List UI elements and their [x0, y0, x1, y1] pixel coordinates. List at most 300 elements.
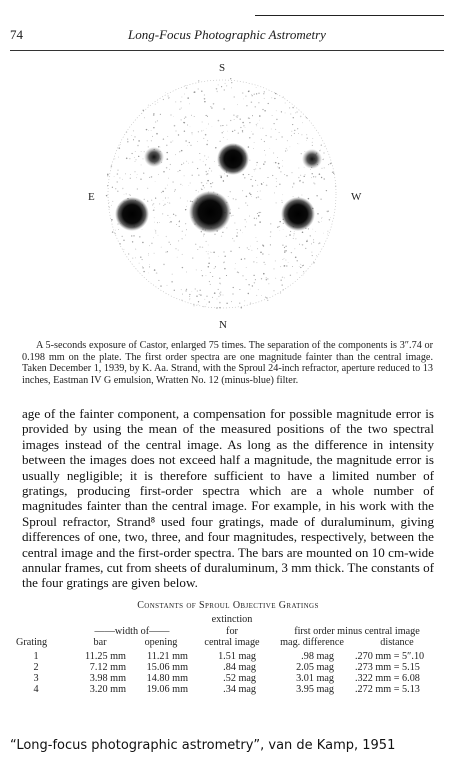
plate-grain-speck	[157, 120, 158, 121]
plate-grain-speck	[285, 112, 286, 113]
plate-grain-speck	[274, 98, 275, 99]
plate-grain-speck	[324, 146, 325, 147]
plate-grain-speck	[155, 122, 156, 123]
plate-grain-speck	[142, 267, 143, 268]
plate-grain-speck	[159, 203, 160, 204]
plate-grain-speck	[206, 174, 207, 175]
plate-grain-speck	[242, 275, 244, 277]
table-cell-mag-difference: 2.05 mag	[296, 662, 334, 673]
plate-grain-speck	[231, 82, 232, 83]
plate-grain-speck	[165, 188, 166, 189]
plate-grain-speck	[255, 279, 256, 280]
plate-grain-speck	[183, 163, 184, 164]
faint-spectral-image-right	[302, 149, 322, 169]
plate-grain-speck	[273, 123, 274, 124]
plate-grain-speck	[279, 226, 280, 227]
plate-grain-speck	[267, 300, 268, 301]
plate-grain-speck	[230, 78, 231, 79]
plate-grain-speck	[241, 259, 242, 260]
plate-grain-speck	[318, 221, 320, 223]
plate-grain-speck	[212, 252, 213, 253]
plate-grain-speck	[245, 226, 246, 227]
plate-grain-speck	[294, 231, 295, 232]
plate-grain-speck	[261, 199, 262, 200]
plate-grain-speck	[224, 174, 225, 175]
plate-grain-speck	[306, 248, 307, 249]
plate-grain-speck	[197, 290, 198, 291]
plate-grain-speck	[245, 202, 246, 203]
plate-grain-speck	[206, 183, 207, 184]
plate-grain-speck	[327, 231, 328, 232]
plate-grain-speck	[260, 128, 261, 129]
plate-grain-speck	[220, 284, 221, 285]
plate-grain-speck	[291, 252, 292, 253]
plate-grain-speck	[135, 171, 136, 172]
plate-grain-speck	[218, 296, 219, 297]
plate-grain-speck	[182, 238, 183, 239]
plate-grain-speck	[244, 258, 246, 260]
plate-grain-speck	[186, 209, 187, 210]
plate-grain-speck	[264, 141, 265, 142]
plate-grain-speck	[314, 183, 315, 184]
plate-grain-speck	[234, 241, 235, 242]
plate-grain-speck	[319, 173, 321, 175]
plate-grain-speck	[125, 174, 126, 175]
table-cell-mag-difference: .98 mag	[301, 651, 334, 662]
plate-grain-speck	[239, 303, 240, 304]
plate-grain-speck	[133, 139, 134, 140]
plate-grain-speck	[148, 105, 149, 106]
plate-grain-speck	[152, 204, 153, 205]
plate-grain-speck	[305, 174, 306, 175]
plate-grain-speck	[154, 253, 155, 254]
plate-grain-speck	[218, 84, 219, 85]
plate-grain-speck	[287, 150, 288, 151]
plate-grain-speck	[190, 183, 191, 184]
plate-grain-speck	[271, 98, 272, 99]
plate-grain-speck	[181, 108, 182, 109]
plate-grain-speck	[185, 85, 186, 86]
plate-grain-speck	[197, 141, 198, 142]
plate-grain-speck	[249, 216, 250, 217]
plate-grain-speck	[220, 177, 222, 179]
plate-grain-speck	[220, 291, 221, 292]
plate-grain-speck	[235, 199, 236, 200]
plate-grain-speck	[243, 99, 244, 100]
plate-grain-speck	[214, 268, 215, 269]
plate-grain-speck	[117, 170, 118, 171]
plate-grain-speck	[141, 151, 142, 152]
plate-grain-speck	[223, 295, 224, 296]
plate-grain-speck	[208, 253, 209, 254]
plate-grain-speck	[106, 195, 108, 197]
plate-grain-speck	[154, 269, 156, 271]
page-number: 74	[10, 27, 23, 42]
plate-grain-speck	[204, 98, 206, 100]
faint-spectral-image-left	[144, 147, 164, 167]
page-header	[10, 27, 444, 45]
table-cell-opening: 19.06 mm	[146, 684, 188, 695]
plate-grain-speck	[256, 125, 257, 126]
plate-grain-speck	[194, 91, 195, 92]
plate-grain-speck	[261, 278, 262, 279]
plate-grain-speck	[231, 301, 232, 302]
plate-grain-speck	[149, 245, 150, 246]
plate-grain-speck	[210, 252, 211, 253]
plate-grain-speck	[165, 92, 166, 93]
plate-grain-speck	[162, 213, 163, 214]
plate-grain-speck	[142, 259, 143, 260]
plate-grain-speck	[163, 138, 164, 139]
plate-grain-speck	[320, 150, 321, 151]
plate-grain-speck	[169, 202, 170, 203]
plate-grain-speck	[282, 202, 283, 203]
table-cell-extinction: .52 mag	[223, 673, 256, 684]
plate-grain-speck	[268, 103, 269, 104]
plate-grain-speck	[259, 221, 260, 222]
plate-grain-speck	[324, 178, 325, 179]
plate-grain-speck	[111, 166, 112, 167]
plate-grain-speck	[131, 153, 132, 154]
plate-grain-speck	[148, 255, 149, 256]
plate-grain-speck	[300, 264, 301, 265]
plate-grain-speck	[192, 161, 193, 162]
plate-grain-speck	[202, 275, 203, 276]
plate-grain-speck	[135, 258, 136, 259]
plate-grain-speck	[173, 214, 174, 215]
plate-grain-speck	[142, 229, 143, 230]
plate-grain-speck	[257, 213, 258, 214]
plate-grain-speck	[208, 123, 209, 124]
plate-grain-speck	[178, 250, 179, 251]
plate-grain-speck	[151, 130, 152, 131]
plate-grain-speck	[198, 192, 199, 193]
plate-grain-speck	[154, 217, 155, 218]
plate-grain-speck	[187, 125, 188, 126]
plate-grain-speck	[179, 170, 180, 171]
plate-grain-speck	[179, 226, 180, 227]
plate-grain-speck	[159, 222, 160, 223]
plate-grain-speck	[162, 191, 164, 193]
plate-grain-speck	[270, 231, 271, 232]
plate-grain-speck	[276, 139, 277, 140]
plate-grain-speck	[179, 151, 180, 152]
plate-grain-speck	[230, 191, 231, 192]
plate-grain-speck	[284, 174, 285, 175]
plate-grain-speck	[263, 182, 264, 183]
table-group-extinction: extinction	[211, 614, 253, 625]
plate-grain-speck	[115, 230, 116, 231]
plate-grain-speck	[263, 93, 264, 94]
plate-grain-speck	[167, 285, 168, 286]
plate-grain-speck	[274, 192, 275, 193]
plate-grain-speck	[206, 296, 207, 297]
plate-grain-speck	[186, 161, 187, 162]
plate-grain-speck	[114, 158, 115, 159]
plate-grain-speck	[170, 221, 172, 223]
plate-grain-speck	[286, 175, 288, 177]
plate-grain-speck	[237, 271, 239, 273]
plate-grain-speck	[148, 146, 149, 147]
plate-grain-speck	[283, 259, 284, 260]
plate-grain-speck	[251, 94, 252, 95]
plate-grain-speck	[174, 125, 176, 127]
plate-grain-speck	[221, 236, 222, 237]
plate-grain-speck	[167, 215, 168, 216]
plate-grain-speck	[155, 230, 156, 231]
plate-grain-speck	[233, 198, 234, 199]
plate-grain-speck	[292, 124, 293, 125]
bright-spectral-image-left	[115, 197, 149, 231]
plate-grain-speck	[173, 116, 174, 117]
table-cell-opening: 14.80 mm	[146, 673, 188, 684]
plate-grain-speck	[258, 289, 259, 290]
plate-grain-speck	[299, 144, 300, 145]
table-cell-extinction: .34 mag	[223, 684, 256, 695]
plate-grain-speck	[194, 116, 195, 117]
plate-grain-speck	[199, 246, 200, 247]
plate-grain-speck	[268, 283, 269, 284]
plate-grain	[106, 78, 337, 309]
plate-grain-speck	[312, 173, 313, 174]
plate-grain-speck	[327, 212, 328, 213]
table-title: Constants of Sproul Objective Gratings	[137, 600, 319, 611]
plate-grain-speck	[310, 235, 311, 236]
plate-grain-speck	[316, 195, 317, 196]
plate-grain-speck	[153, 114, 154, 115]
plate-grain-speck	[114, 176, 115, 177]
plate-grain-speck	[257, 123, 258, 124]
plate-grain-speck	[240, 230, 241, 231]
plate-grain-speck	[302, 265, 303, 266]
plate-grain-speck	[203, 234, 204, 235]
plate-grain-speck	[304, 176, 305, 177]
plate-grain-speck	[248, 118, 249, 119]
plate-grain-speck	[293, 196, 294, 197]
plate-grain-speck	[149, 266, 150, 267]
plate-grain-speck	[285, 246, 287, 248]
plate-grain-speck	[286, 148, 287, 149]
plate-grain-speck	[203, 161, 204, 162]
plate-grain-speck	[235, 269, 236, 270]
plate-grain-speck	[278, 163, 280, 165]
plate-grain-speck	[313, 262, 314, 263]
plate-grain-speck	[311, 252, 312, 253]
plate-grain-speck	[256, 218, 257, 219]
plate-grain-speck	[198, 301, 199, 302]
plate-grain-speck	[187, 145, 188, 146]
table-header-opening: opening	[144, 637, 178, 648]
table-cell-grating: 1	[33, 651, 39, 662]
plate-grain-speck	[140, 179, 141, 180]
plate-grain-speck	[237, 232, 238, 233]
plate-grain-speck	[270, 236, 271, 237]
plate-boundary	[108, 80, 336, 308]
plate-grain-speck	[267, 177, 268, 178]
plate-grain-speck	[155, 181, 156, 182]
plate-grain-speck	[151, 200, 152, 201]
plate-grain-speck	[123, 249, 124, 250]
plate-grain-speck	[168, 197, 169, 198]
plate-grain-speck	[256, 87, 257, 88]
plate-grain-speck	[213, 103, 215, 105]
plate-grain-speck	[139, 236, 140, 237]
plate-grain-speck	[234, 96, 235, 97]
plate-grain-speck	[306, 140, 307, 141]
table-cell-distance: .270 mm = 5″.10	[355, 651, 425, 662]
plate-grain-speck	[127, 141, 129, 143]
plate-grain-speck	[206, 251, 207, 252]
plate-grain-speck	[262, 253, 263, 254]
plate-grain-speck	[206, 159, 207, 160]
plate-grain-speck	[210, 106, 211, 107]
plate-grain-speck	[121, 236, 122, 237]
plate-grain-speck	[192, 175, 193, 176]
plate-grain-speck	[189, 142, 190, 143]
plate-grain-speck	[260, 191, 261, 192]
body-paragraph: age of the fainter component, a compensation for possible magnitude error is provided by using the mean of the measured positions of the two spectral images instead of the central image. As long as the difference in intensity between the images does not exceed half a magnitude, the magnitude error is usually negligible; it is therefore sufficient to have a limited number of gratings, producing first-order spectra which are a whole number of magnitudes fainter than the central image. For example, in his work with the Sproul refractor, Strand⁸ used four gratings, made of duraluminum, giving differences of one, two, three, and four magnitudes, respectively, between the central image and the first-order spectra. The bars are mounted on 10 cm-wide annular frames, cut from sheets of duraluminum, 3 mm thick. The constants of the four gratings are given below.	[22, 406, 434, 591]
plate-grain-speck	[312, 138, 313, 139]
plate-grain-speck	[258, 196, 260, 198]
plate-grain-speck	[238, 272, 239, 273]
plate-grain-speck	[283, 97, 284, 98]
plate-grain-speck	[142, 158, 143, 159]
plate-grain-speck	[117, 173, 119, 175]
plate-grain-speck	[277, 166, 278, 167]
plate-grain-speck	[185, 140, 186, 141]
plate-grain-speck	[298, 133, 299, 134]
plate-grain-speck	[281, 111, 282, 112]
bright-central-image-top	[217, 143, 249, 175]
plate-grain-speck	[279, 132, 280, 133]
plate-grain-speck	[209, 257, 210, 258]
plate-grain-speck	[295, 238, 296, 239]
plate-grain-speck	[238, 132, 239, 133]
plate-grain-speck	[189, 300, 190, 301]
plate-grain-speck	[131, 135, 132, 136]
plate-grain-speck	[306, 137, 307, 138]
plate-grain-speck	[275, 260, 276, 261]
plate-grain-speck	[264, 91, 265, 92]
plate-grain-speck	[276, 178, 277, 179]
plate-grain-speck	[170, 244, 171, 245]
plate-grain-speck	[247, 205, 248, 206]
plate-grain-speck	[239, 247, 240, 248]
plate-grain-speck	[282, 160, 283, 161]
plate-grain-speck	[279, 221, 281, 223]
plate-grain-speck	[187, 97, 189, 99]
plate-grain-speck	[323, 233, 324, 234]
table-cell-grating: 3	[33, 673, 39, 684]
plate-grain-speck	[237, 117, 238, 118]
plate-grain-speck	[245, 96, 246, 97]
plate-grain-speck	[255, 237, 256, 238]
plate-grain-speck	[161, 192, 162, 193]
table-cell-extinction: 1.51 mag	[218, 651, 256, 662]
plate-grain-speck	[214, 234, 215, 235]
plate-grain-speck	[299, 266, 300, 267]
plate-grain-speck	[223, 251, 224, 252]
plate-grain-speck	[244, 219, 245, 220]
table-header-bar: bar	[93, 637, 107, 648]
plate-grain-speck	[192, 258, 193, 259]
plate-grain-speck	[186, 229, 187, 230]
plate-grain-speck	[135, 249, 136, 250]
plate-grain-speck	[264, 110, 266, 112]
table-group-first-order: first order minus central image	[294, 626, 420, 637]
plate-grain-speck	[155, 198, 156, 199]
plate-grain-speck	[231, 88, 232, 89]
plate-grain-speck	[240, 127, 241, 128]
plate-grain-speck	[215, 266, 216, 267]
plate-grain-speck	[284, 266, 285, 267]
plate-grain-speck	[223, 108, 224, 109]
plate-grain-speck	[144, 151, 145, 152]
plate-grain-speck	[253, 148, 254, 149]
plate-grain-speck	[300, 116, 302, 118]
plate-image	[70, 52, 390, 337]
plate-grain-speck	[158, 174, 159, 175]
plate-grain-speck	[327, 234, 328, 235]
plate-grain-speck	[201, 182, 203, 184]
plate-grain-speck	[185, 235, 186, 236]
plate-grain-speck	[246, 267, 247, 268]
plate-grain-speck	[297, 143, 298, 144]
plate-grain-speck	[227, 139, 228, 140]
plate-grain-speck	[291, 135, 292, 136]
plate-grain-speck	[275, 129, 276, 130]
plate-grain-speck	[261, 295, 262, 296]
plate-grain-speck	[252, 250, 253, 251]
plate-grain-speck	[303, 271, 304, 272]
plate-grain-speck	[232, 215, 233, 216]
plate-grain-speck	[191, 132, 193, 134]
plate-grain-speck	[242, 190, 243, 191]
plate-grain-speck	[163, 205, 164, 206]
plate-grain-speck	[165, 198, 166, 199]
plate-grain-speck	[311, 177, 312, 178]
plate-grain-speck	[130, 174, 131, 175]
plate-grain-speck	[262, 128, 263, 129]
plate-grain-speck	[219, 283, 220, 284]
plate-grain-speck	[202, 247, 203, 248]
plate-grain-speck	[276, 186, 277, 187]
plate-grain-speck	[243, 125, 245, 127]
plate-grain-speck	[266, 135, 267, 136]
plate-grain-speck	[246, 196, 248, 198]
plate-grain-speck	[310, 169, 311, 170]
plate-grain-speck	[167, 185, 168, 186]
plate-grain-speck	[107, 175, 108, 176]
plate-grain-speck	[263, 245, 264, 246]
plate-grain-speck	[209, 168, 210, 169]
plate-grain-speck	[223, 180, 224, 181]
plate-grain-speck	[212, 276, 213, 277]
plate-grain-speck	[242, 130, 243, 131]
plate-grain-speck	[171, 115, 172, 116]
plate-grain-speck	[252, 134, 253, 135]
plate-grain-speck	[207, 140, 208, 141]
plate-grain-speck	[168, 96, 169, 97]
plate-grain-speck	[247, 247, 248, 248]
plate-grain-speck	[149, 264, 150, 265]
plate-grain-speck	[138, 156, 139, 157]
plate-grain-speck	[220, 125, 221, 126]
plate-grain-speck	[176, 224, 177, 225]
plate-grain-speck	[182, 254, 183, 255]
plate-grain-speck	[176, 131, 177, 132]
header-rule	[10, 50, 444, 51]
